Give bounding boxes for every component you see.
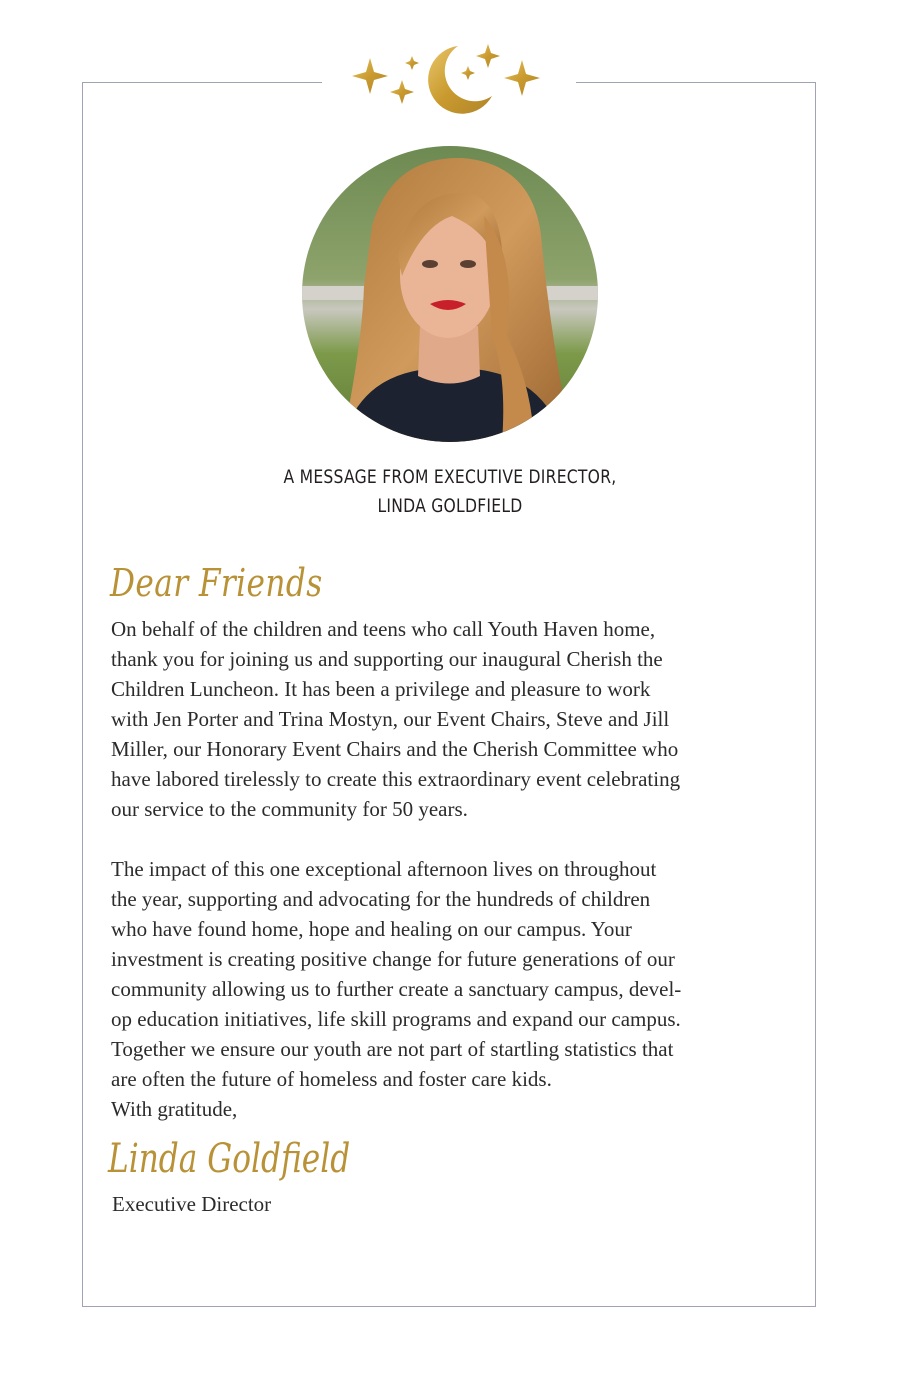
- paragraph-line: Miller, our Honorary Event Chairs and the Cherish Committee who: [111, 737, 679, 761]
- paragraph-line: The impact of this one exceptional afternoon lives on throughout: [111, 857, 657, 881]
- paragraph-2: [111, 854, 801, 1094]
- signature-title: Executive Director: [112, 1192, 272, 1216]
- closing: With gratitude,: [111, 1097, 238, 1121]
- page-heading: [150, 463, 750, 521]
- paragraph-line: the year, supporting and advocating for the hundreds of children: [111, 887, 651, 911]
- paragraph-line: who have found home, hope and healing on our campus. Your: [111, 917, 632, 941]
- moon-and-stars-icon: [340, 38, 560, 118]
- paragraph-line: with Jen Porter and Trina Mostyn, our Event Chairs, Steve and Jill: [111, 707, 670, 731]
- signature: Linda Goldfield: [108, 1136, 351, 1182]
- heading-line-2: LINDA GOLDFIELD: [377, 495, 523, 517]
- salutation: Dear Friends: [110, 561, 323, 605]
- paragraph-line: Children Luncheon. It has been a privilege and pleasure to work: [111, 677, 651, 701]
- paragraph-line: On behalf of the children and teens who call Youth Haven home,: [111, 617, 656, 641]
- paragraph-line: op education initiatives, life skill programs and expand our campus.: [111, 1007, 681, 1031]
- executive-director-photo: [302, 146, 598, 442]
- paragraph-line: Together we ensure our youth are not part of startling statistics that: [111, 1037, 674, 1061]
- paragraph-line: thank you for joining us and supporting our inaugural Cherish the: [111, 647, 663, 671]
- paragraph-line: have labored tirelessly to create this extraordinary event celebrating: [111, 767, 681, 791]
- paragraph-line: our service to the community for 50 years.: [111, 797, 468, 821]
- paragraph-1: [111, 614, 801, 824]
- paragraph-line: are often the future of homeless and foster care kids.: [111, 1067, 552, 1091]
- paragraph-line: community allowing us to further create a sanctuary campus, devel-: [111, 977, 682, 1001]
- heading-line-1: A MESSAGE FROM EXECUTIVE DIRECTOR,: [283, 466, 617, 488]
- paragraph-line: investment is creating positive change for future generations of our: [111, 947, 675, 971]
